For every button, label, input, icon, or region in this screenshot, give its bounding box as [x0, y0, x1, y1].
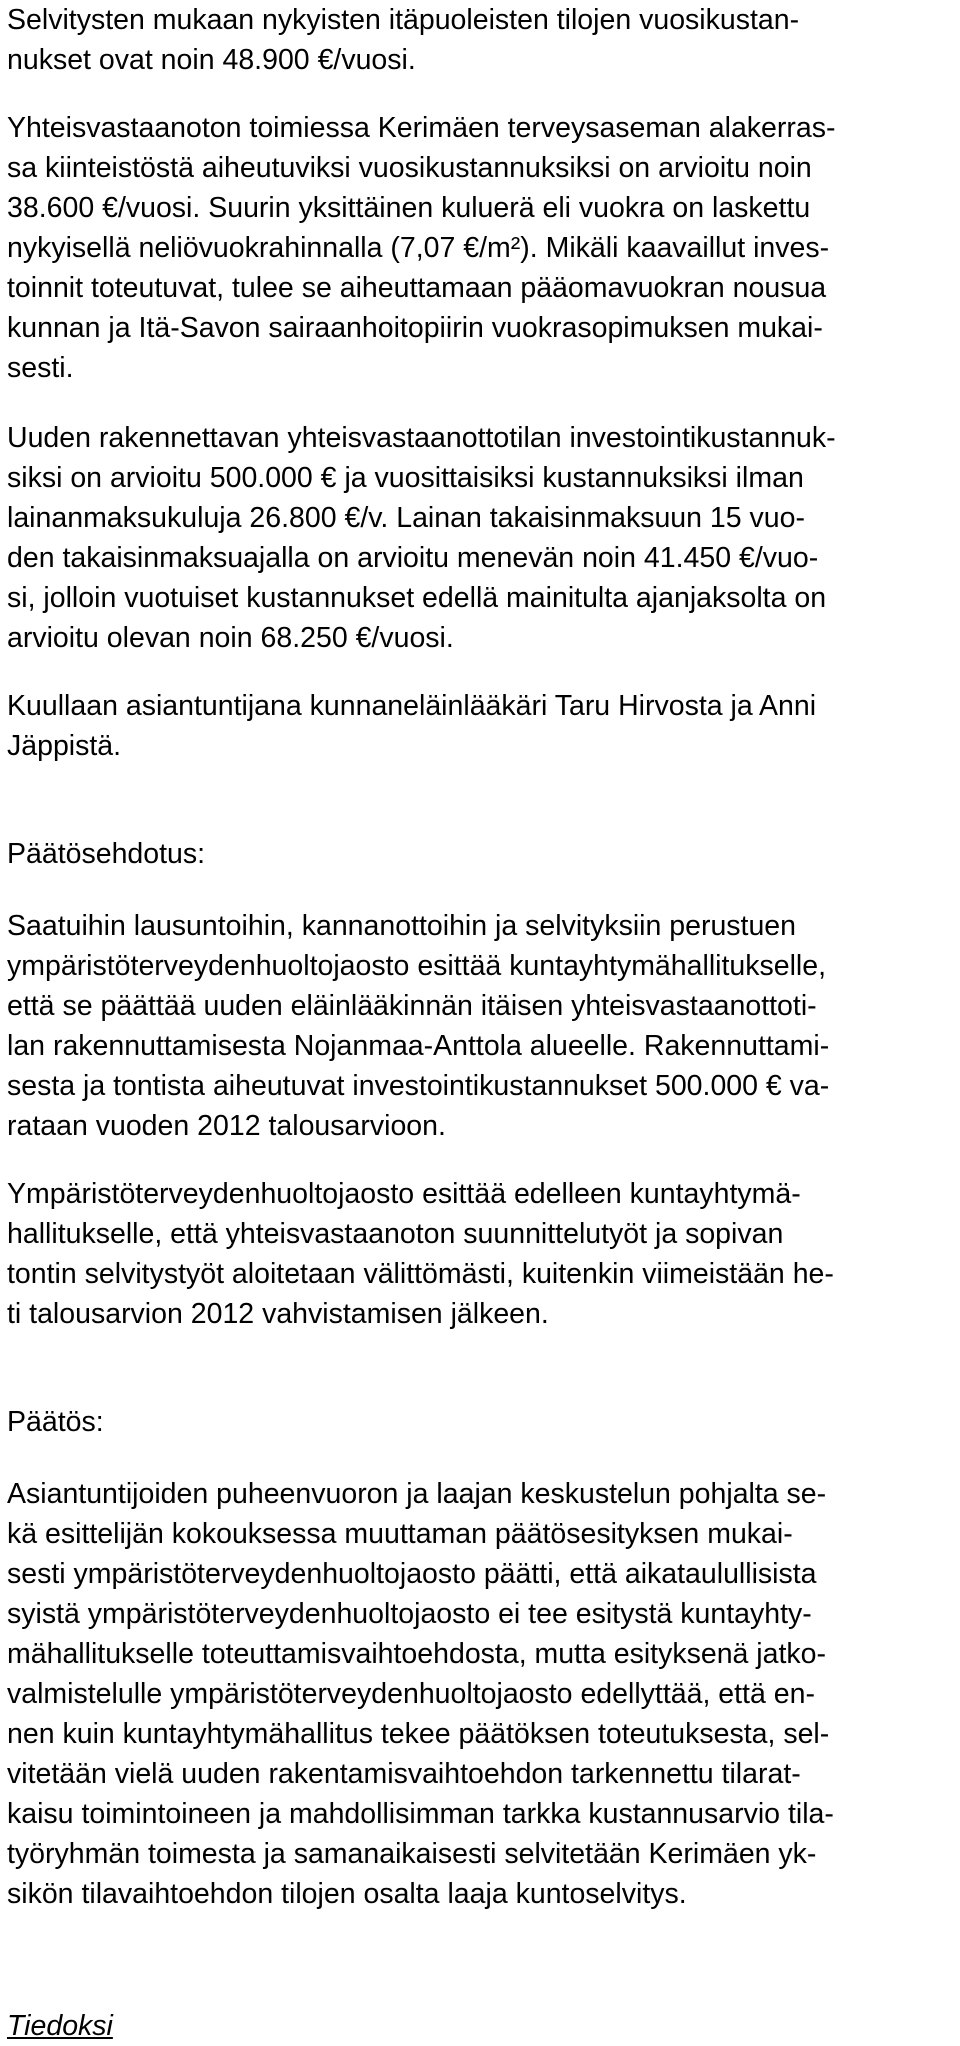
text-line: arvioitu olevan noin 68.250 €/vuosi. [7, 622, 454, 654]
proposal-paragraph-2 [7, 1174, 957, 1334]
text-line: Saatuihin lausuntoihin, kannanottoihin ja selvityksiin perustuen [7, 910, 797, 942]
text-line: Ympäristöterveydenhuoltojaosto esittää edelleen kuntayhtymä- [7, 1178, 801, 1210]
intro-paragraph-2 [7, 108, 957, 388]
decision-paragraph [7, 1474, 957, 1914]
text-line: lainanmaksukuluja 26.800 €/v. Lainan takaisinmaksuun 15 vuo- [7, 502, 805, 534]
text-line: sikön tilavaihtoehdon tilojen osalta laaja kuntoselvitys. [7, 1878, 687, 1910]
intro-paragraph-4 [7, 686, 957, 766]
text-line: kaisu toimintoineen ja mahdollisimman tarkka kustannusarvio tila- [7, 1798, 834, 1830]
text-line: nen kuin kuntayhtymähallitus tekee päätöksen toteutuksesta, sel- [7, 1718, 830, 1750]
proposal-paragraph-1 [7, 906, 957, 1146]
text-line: vitetään vielä uuden rakentamisvaihtoehdon tarkennettu tilarat- [7, 1758, 801, 1790]
text-line: kunnan ja Itä-Savon sairaanhoitopiirin vuokrasopimuksen mukai- [7, 312, 823, 344]
text-line: lan rakennuttamisesta Nojanmaa-Anttola alueelle. Rakennuttami- [7, 1030, 830, 1062]
intro-paragraph-1 [7, 0, 957, 80]
text-line: siksi on arvioitu 500.000 € ja vuosittaisiksi kustannuksiksi ilman [7, 462, 804, 494]
text-line: kä esittelijän kokouksessa muuttaman päätösesityksen mukai- [7, 1518, 793, 1550]
text-line: että se päättää uuden eläinlääkinnän itäisen yhteisvastaanottoti- [7, 990, 817, 1022]
text-line: Jäppistä. [7, 730, 122, 762]
text-line: rataan vuoden 2012 talousarvioon. [7, 1110, 446, 1142]
text-line: ympäristöterveydenhuoltojaosto esittää kuntayhtymähallitukselle, [7, 950, 827, 982]
text-line: sesti. [7, 352, 74, 384]
text-line: si, jolloin vuotuiset kustannukset edellä mainitulta ajanjaksolta on [7, 582, 827, 614]
text-line: Uuden rakennettavan yhteisvastaanottotilan investointikustannuk- [7, 422, 836, 454]
text-line: Selvitysten mukaan nykyisten itäpuoleisten tilojen vuosikustan- [7, 4, 800, 36]
text-line: den takaisinmaksuajalla on arvioitu menevän noin 41.450 €/vuo- [7, 542, 819, 574]
text-line: Asiantuntijoiden puheenvuoron ja laajan keskustelun pohjalta se- [7, 1478, 827, 1510]
proposal-heading: Päätösehdotus: [7, 838, 206, 870]
text-line: ti talousarvion 2012 vahvistamisen jälkeen. [7, 1298, 549, 1330]
intro-paragraph-3 [7, 418, 957, 658]
text-line: nykyisellä neliövuokrahinnalla (7,07 €/m²). Mikäli kaavaillut inves- [7, 232, 830, 264]
text-line: Kuullaan asiantuntijana kunnaneläinlääkäri Taru Hirvosta ja Anni [7, 690, 817, 722]
text-line: valmistelulle ympäristöterveydenhuoltojaosto edellyttää, että en- [7, 1678, 815, 1710]
text-line: työryhmän toimesta ja samanaikaisesti selvitetään Kerimäen yk- [7, 1838, 817, 1870]
text-line: 38.600 €/vuosi. Suurin yksittäinen kuluerä eli vuokra on laskettu [7, 192, 811, 224]
text-line: sesti ympäristöterveydenhuoltojaosto päätti, että aikataulullisista [7, 1558, 817, 1590]
decision-heading: Päätös: [7, 1406, 104, 1438]
text-line: mähallitukselle toteuttamisvaihtoehdosta, mutta esityksenä jatko- [7, 1638, 826, 1670]
text-line: sa kiinteistöstä aiheutuviksi vuosikustannuksiksi on arvioitu noin [7, 152, 812, 184]
text-line: syistä ympäristöterveydenhuoltojaosto ei tee esitystä kuntayhty- [7, 1598, 812, 1630]
text-line: sesta ja tontista aiheutuvat investointikustannukset 500.000 € va- [7, 1070, 830, 1102]
text-line: hallitukselle, että yhteisvastaanoton suunnittelutyöt ja sopivan [7, 1218, 784, 1250]
text-line: Yhteisvastaanoton toimiessa Kerimäen terveysaseman alakerras- [7, 112, 836, 144]
text-line: toinnit toteutuvat, tulee se aiheuttamaan pääomavuokran nousua [7, 272, 827, 304]
text-line: tontin selvitystyöt aloitetaan välittömästi, kuitenkin viimeistään he- [7, 1258, 834, 1290]
text-line: nukset ovat noin 48.900 €/vuosi. [7, 44, 416, 76]
tiedoksi-label: Tiedoksi [7, 2010, 113, 2042]
